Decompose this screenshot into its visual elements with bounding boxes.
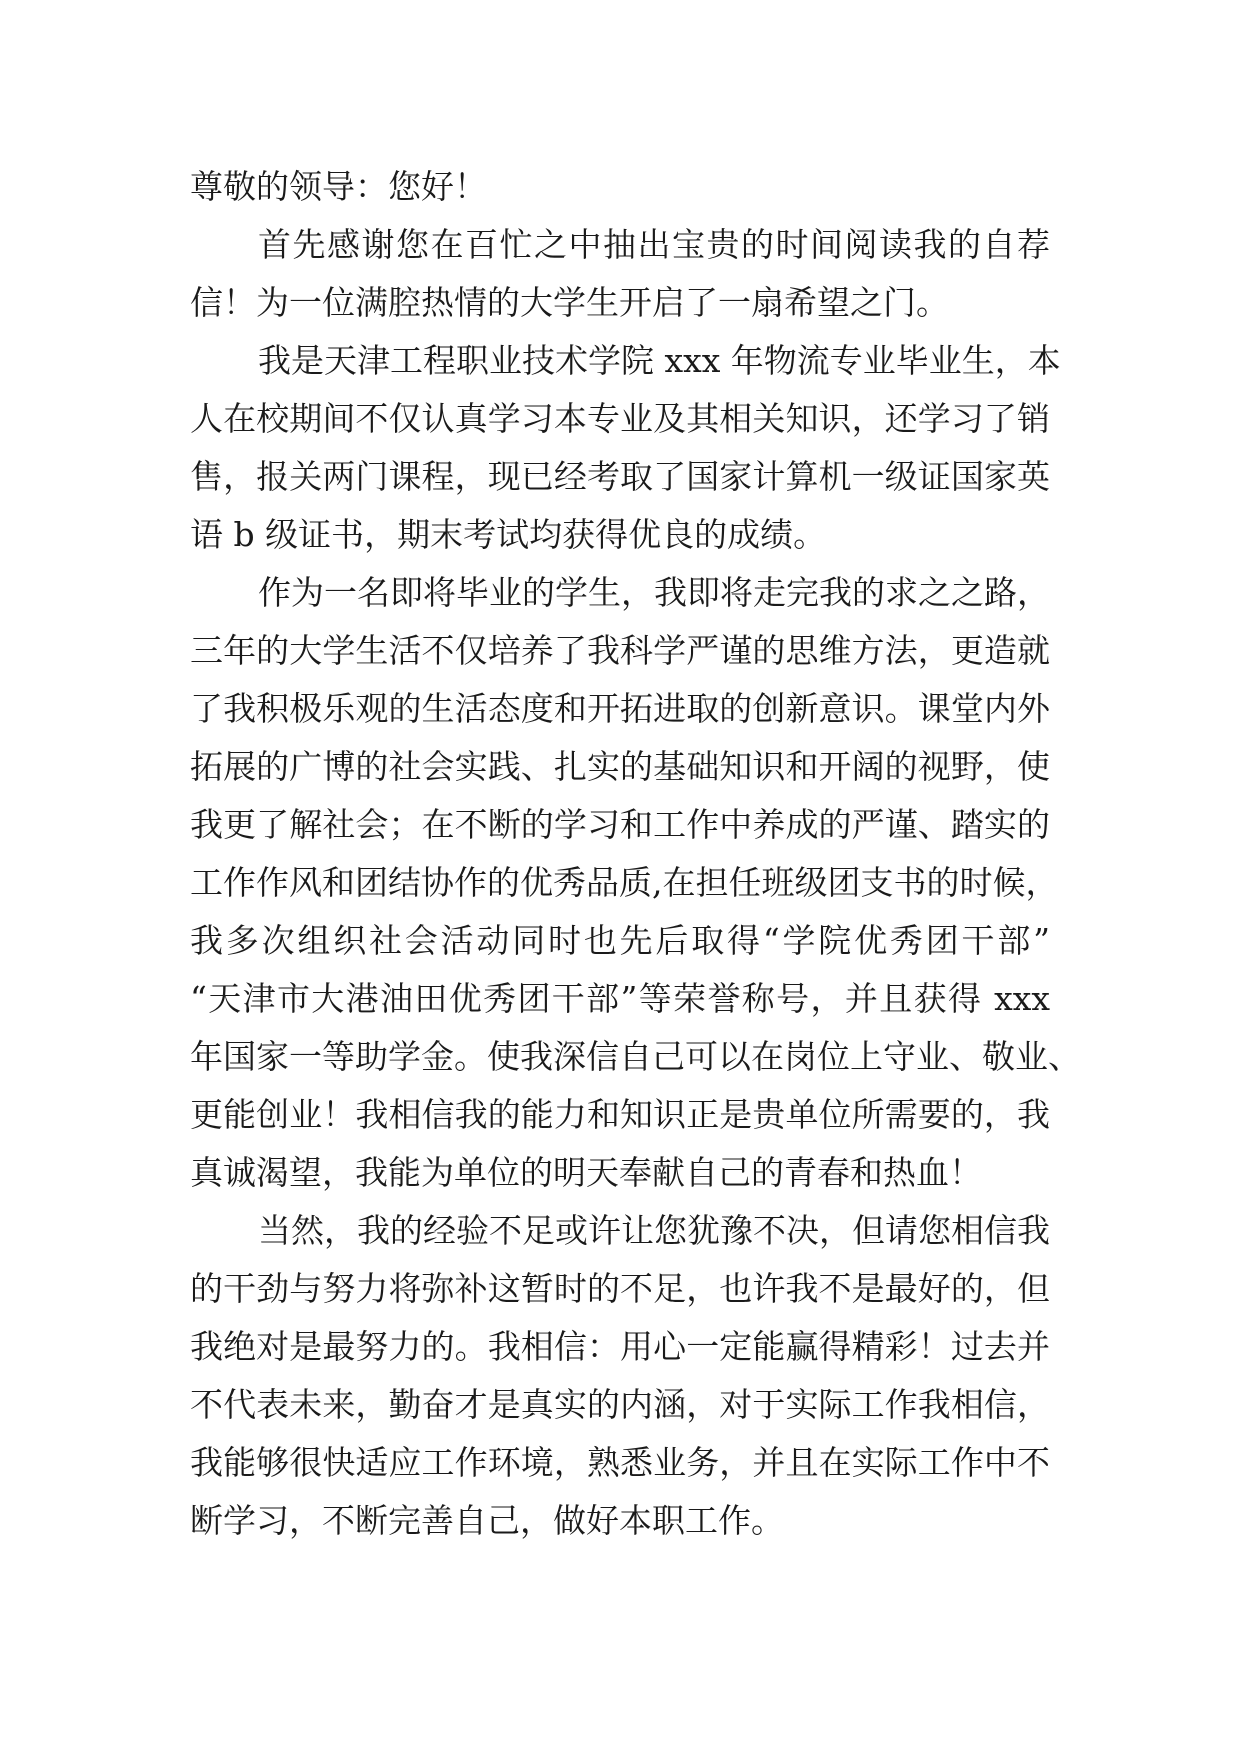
paragraph-line: 断学习，不断完善自己，做好本职工作。 [190,1501,784,1540]
paragraph-line: 工作作风和团结协作的优秀品质,在担任班级团支书的时候， [190,863,1059,902]
paragraph-line: 我是天津工程职业技术学院 xxx 年物流专业毕业生，本 [258,341,1061,380]
paragraph-line: 语 b 级证书，期末考试均获得优良的成绩。 [190,515,827,554]
paragraph-line: 拓展的广博的社会实践、扎实的基础知识和开阔的视野，使 [190,747,1050,786]
letter-body [190,158,1081,1550]
paragraph-1 [190,216,1050,332]
paragraph-line: 我绝对是最努力的。我相信：用心一定能赢得精彩！过去并 [190,1327,1050,1366]
paragraph-line: 我更了解社会；在不断的学习和工作中养成的严谨、踏实的 [190,805,1050,844]
paragraph-line: 首先感谢您在百忙之中抽出宝贵的时间阅读我的自荐 [258,225,1050,264]
paragraph-3 [190,564,1081,1202]
paragraph-2 [190,332,1061,564]
paragraph-line: 我能够很快适应工作环境，熟悉业务，并且在实际工作中不 [190,1443,1050,1482]
paragraph-line: 真诚渴望，我能为单位的明天奉献自己的青春和热血！ [190,1153,982,1192]
paragraph-line: 更能创业！我相信我的能力和知识正是贵单位所需要的，我 [190,1095,1050,1134]
paragraph-line: 三年的大学生活不仅培养了我科学严谨的思维方法，更造就 [190,631,1050,670]
paragraph-line: 了我积极乐观的生活态度和开拓进取的创新意识。课堂内外 [190,689,1050,728]
paragraph-line: 我多次组织社会活动同时也先后取得“学院优秀团干部” [190,921,1050,960]
paragraph-line: 当然，我的经验不足或许让您犹豫不决，但请您相信我 [258,1211,1050,1250]
paragraph-line: “天津市大港油田优秀团干部”等荣誉称号，并且获得 xxx [190,979,1050,1018]
paragraph-line: 售，报关两门课程，现已经考取了国家计算机一级证国家英 [190,457,1050,496]
paragraph-4 [190,1202,1050,1550]
paragraph-line: 作为一名即将毕业的学生，我即将走完我的求之之路， [258,573,1050,612]
paragraph-line: 不代表未来，勤奋才是真实的内涵，对于实际工作我相信， [190,1385,1050,1424]
paragraph-line: 年国家一等助学金。使我深信自己可以在岗位上守业、敬业、 [190,1037,1081,1076]
paragraph-line: 的干劲与努力将弥补这暂时的不足，也许我不是最好的，但 [190,1269,1050,1308]
paragraph-line: 信！为一位满腔热情的大学生开启了一扇希望之门。 [190,283,949,322]
paragraph-line: 人在校期间不仅认真学习本专业及其相关知识，还学习了销 [190,399,1050,438]
salutation: 尊敬的领导：您好！ [190,167,487,206]
